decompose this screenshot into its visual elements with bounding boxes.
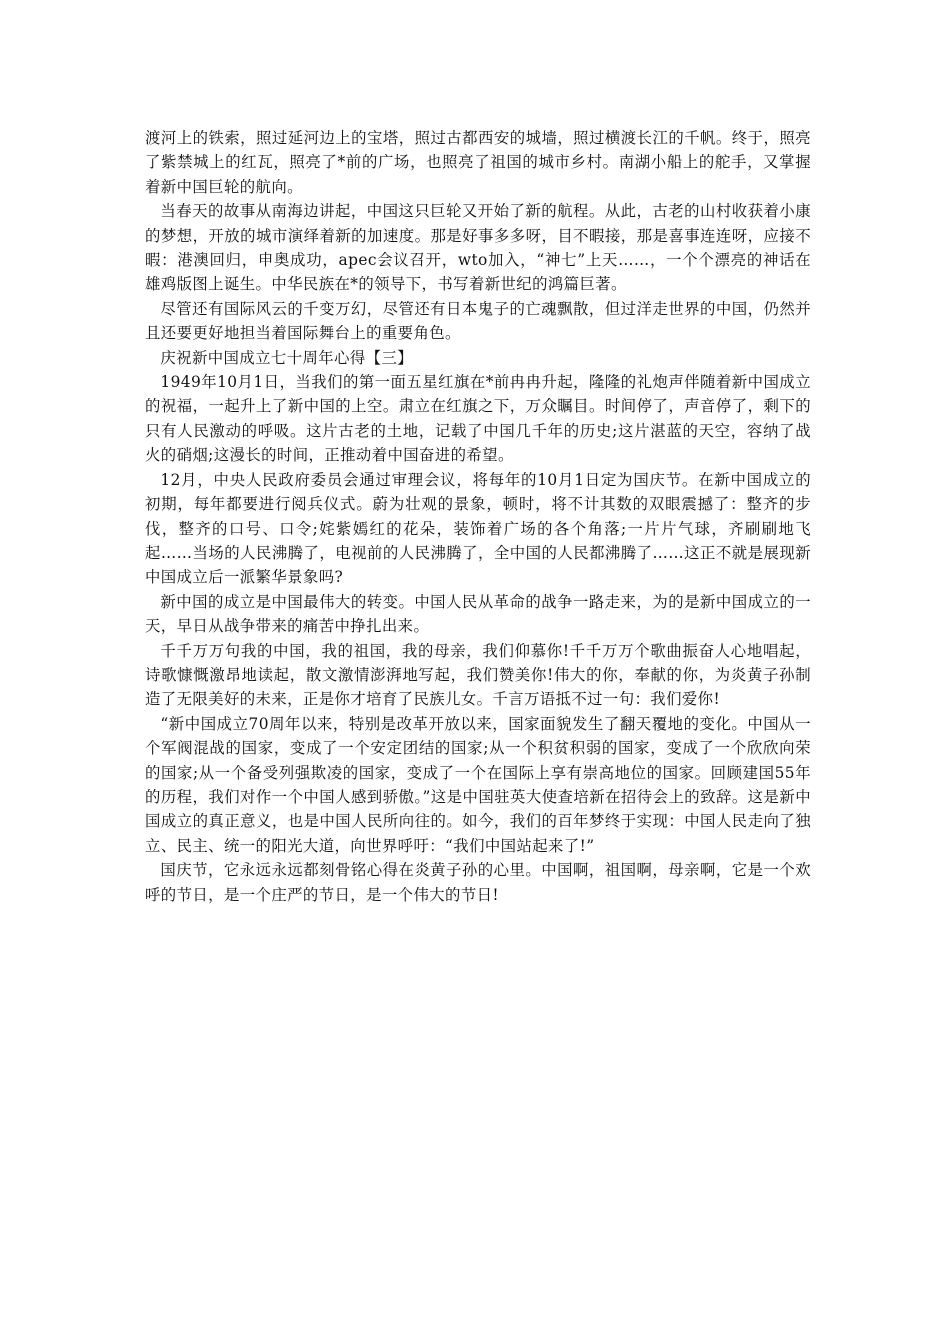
paragraph-3: 尽管还有国际风云的千变万幻，尽管还有日本鬼子的亡魂飘散，但过洋走世界的中国，仍然并且还要更好地担当着国际舞台上的重要角色。 bbox=[145, 299, 811, 343]
section-heading: 庆祝新中国成立七十周年心得【三】 bbox=[160, 348, 414, 367]
paragraph-10: 国庆节，它永远永远都刻骨铭心得在炎黄子孙的心里。中国啊，祖国啊，母亲啊，它是一个欢呼的节日，是一个庄严的节日，是一个伟大的节日! bbox=[145, 861, 811, 904]
paragraph-1: 渡河上的铁索，照过延河边上的宝塔，照过古都西安的城墙，照过横渡长江的千帆。终于，照亮了紫禁城上的红瓦，照亮了*前的广场，也照亮了祖国的城市乡村。南湖小船上的舵手，又掌握着新中国巨轮的航向。 bbox=[145, 129, 811, 196]
paragraph-8: 千千万万句我的中国，我的祖国，我的母亲，我们仰慕你!千千万万个歌曲振奋人心地唱起，诗歌慷慨激昂地读起，散文激情澎湃地写起，我们赞美你!伟大的你，奉献的你，为炎黄子孙制造了无限美好的未来，正是你才培育了民族儿女。千言万语抵不过一句：我们爱你! bbox=[145, 641, 811, 709]
paragraph-6: 12月，中央人民政府委员会通过审理会议，将每年的10月1日定为国庆节。在新中国成立的初期，每年都要进行阅兵仪式。蔚为壮观的景象，顿时，将不计其数的双眼震撼了：整齐的步伐，整齐的口号、口令;姹紫嫣红的花朵，装饰着广场的各个角落;一片片气球，齐刷刷地飞起……当场的人民沸腾了，电视前的人民沸腾了，全中国的人民都沸腾了……这正不就是展现新中国成立后一派繁华景象吗? bbox=[145, 470, 811, 587]
paragraph-2: 当春天的故事从南海边讲起，中国这只巨轮又开始了新的航程。从此，古老的山村收获着小康的梦想，开放的城市演绎着新的加速度。那是好事多多呀，目不暇接，那是喜事连连呀，应接不暇：港澳回归，申奥成功，apec会议召开，wto加入，“神七”上天……，一个个漂亮的神话在雄鸡版图上诞生。中华民族在*的领导下，书写着新世纪的鸿篇巨著。 bbox=[145, 202, 811, 294]
document-body bbox=[145, 126, 811, 907]
paragraph-5: 1949年10月1日，当我们的第一面五星红旗在*前冉冉升起，隆隆的礼炮声伴随着新中国成立的祝福，一起升上了新中国的上空。肃立在红旗之下，万众瞩目。时间停了，声音停了，剩下的只有人民激动的呼吸。这片古老的土地，记载了中国几千年的历史;这片湛蓝的天空，容纳了战火的硝烟;这漫长的时间，正推动着中国奋进的希望。 bbox=[145, 373, 811, 465]
paragraph-9: “新中国成立70周年以来，特别是改革开放以来，国家面貌发生了翻天覆地的变化。中国从一个军阀混战的国家，变成了一个安定团结的国家;从一个积贫积弱的国家，变成了一个欣欣向荣的国家;从一个备受列强欺凌的国家，变成了一个在国际上享有崇高地位的国家。回顾建国55年的历程，我们对作一个中国人感到骄傲。”这是中国驻英大使查培新在招待会上的致辞。这是新中国成立的真正意义，也是中国人民所向往的。如今，我们的百年梦终于实现：中国人民走向了独立、民主、统一的阳光大道，向世界呼吁：“我们中国站起来了!” bbox=[145, 714, 811, 855]
paragraph-7: 新中国的成立是中国最伟大的转变。中国人民从革命的战争一路走来，为的是新中国成立的一天，早日从战争带来的痛苦中挣扎出来。 bbox=[145, 592, 811, 636]
